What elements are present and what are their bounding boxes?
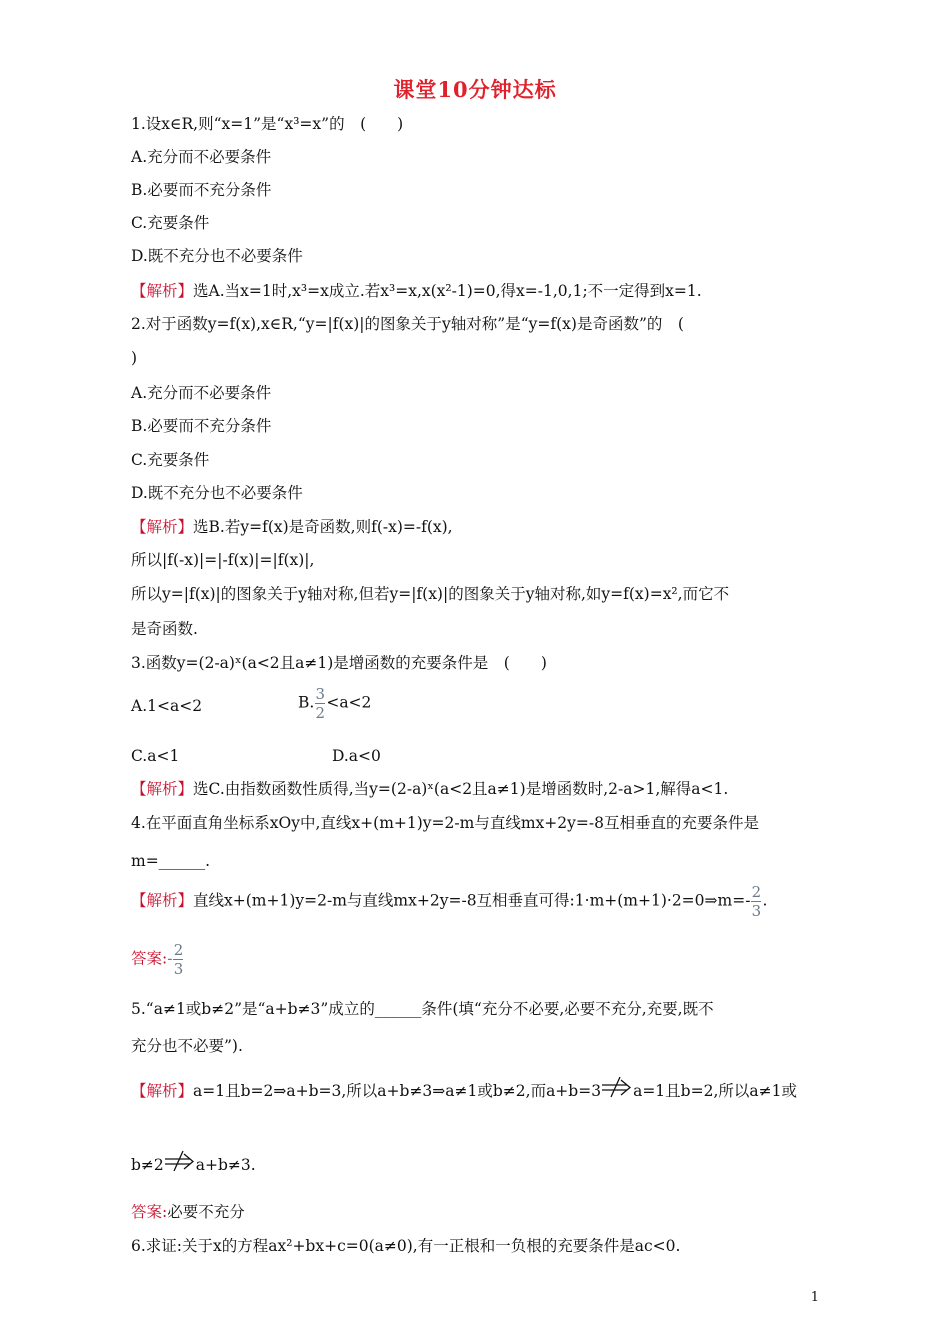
q3-stem: 3.函数y=(2-a)ˣ(a<2且a≠1)是增函数的充要条件是 ( ) bbox=[131, 654, 547, 672]
solution-tag: 【解析】 bbox=[131, 518, 194, 536]
q1-option-c: C.充要条件 bbox=[131, 214, 210, 232]
q1-option-b: B.必要而不充分条件 bbox=[131, 181, 272, 199]
q4-stem-line2: m=______. bbox=[131, 852, 211, 870]
fraction: $\frac{3}{2}$ bbox=[315, 685, 326, 722]
q5-stem-line2: 充分也不必要”). bbox=[131, 1037, 243, 1055]
q5-solution-line2: b≠2 a+b≠3. bbox=[131, 1155, 256, 1176]
solution-tag: 【解析】 bbox=[131, 282, 194, 300]
q2-stem-line2: ) bbox=[131, 349, 138, 367]
q3-option-c: C.a<1 bbox=[131, 747, 180, 765]
q5-solution-line1: 【解析】a=1且b=2⇒a+b=3,所以a+b≠3⇒a≠1或b≠2,而a+b=3 a=1且b=2,所以a≠1或 bbox=[131, 1081, 797, 1102]
q5-stem-line1: 5.“a≠1或b≠2”是“a+b≠3”成立的______条件(填“充分不必要,必要不充分,充要,既不 bbox=[131, 1000, 714, 1018]
solution-tag: 【解析】 bbox=[131, 891, 194, 910]
q1-stem: 1.设x∈R,则“x=1”是“x³=x”的 ( ) bbox=[131, 115, 404, 133]
answer-label: 答案: bbox=[131, 949, 168, 968]
fraction: $\frac{2}{3}$ bbox=[173, 941, 184, 978]
q2-option-b: B.必要而不充分条件 bbox=[131, 417, 272, 435]
q2-stem-line1: 2.对于函数y=f(x),x∈R,“y=|f(x)|的图象关于y轴对称”是“y=f(x)是奇函数”的 ( bbox=[131, 315, 684, 333]
q4-solution: 【解析】直线x+(m+1)y=2-m与直线mx+2y=-8互相垂直可得:1·m+(m+1)·2=0⇒m=- $\frac{2}{3}$ . bbox=[131, 883, 768, 920]
not-implies-arrow-icon bbox=[601, 1082, 633, 1102]
solution-text: 直线x+(m+1)y=2-m与直线mx+2y=-8互相垂直可得:1·m+(m+1)·2=0⇒m=- bbox=[193, 891, 751, 910]
q3-option-b: B. $\frac{3}{2}$ <a<2 bbox=[298, 685, 372, 722]
solution-tag: 【解析】 bbox=[131, 1082, 194, 1100]
q2-solution-line4: 是奇函数. bbox=[131, 620, 198, 638]
q2-solution-line3: 所以y=|f(x)|的图象关于y轴对称,但若y=|f(x)|的图象关于y轴对称,如y=f(x)=x²,而它不 bbox=[131, 585, 730, 603]
solution-text: 选A.当x=1时,x³=x成立.若x³=x,x(x²-1)=0,得x=-1,0,1;不一定得到x=1. bbox=[193, 282, 702, 300]
q3-solution bbox=[131, 779, 728, 799]
page-title: 课堂10分钟达标 bbox=[393, 77, 557, 102]
q1-option-a: A.充分而不必要条件 bbox=[131, 148, 272, 166]
q2-solution-line1 bbox=[131, 517, 453, 537]
q2-option-d: D.既不充分也不必要条件 bbox=[131, 484, 303, 502]
q3-option-a: A.1<a<2 bbox=[131, 697, 203, 715]
q2-solution-line2: 所以|f(-x)|=|-f(x)|=|f(x)|, bbox=[131, 551, 315, 569]
q5-answer bbox=[131, 1202, 245, 1222]
answer-text: 必要不充分 bbox=[167, 1203, 245, 1221]
solution-text: 选C.由指数函数性质得,当y=(2-a)ˣ(a<2且a≠1)是增函数时,2-a>1,解得a<1. bbox=[193, 780, 729, 798]
q4-stem-line1: 4.在平面直角坐标系xOy中,直线x+(m+1)y=2-m与直线mx+2y=-8互相垂直的充要条件是 bbox=[131, 814, 759, 832]
q1-option-d: D.既不充分也不必要条件 bbox=[131, 247, 303, 265]
solution-tag: 【解析】 bbox=[131, 780, 194, 798]
q2-option-a: A.充分而不必要条件 bbox=[131, 384, 272, 402]
answer-label: 答案: bbox=[131, 1203, 168, 1221]
q3-option-d: D.a<0 bbox=[332, 747, 381, 765]
q6-stem: 6.求证:关于x的方程ax²+bx+c=0(a≠0),有一正根和一负根的充要条件是ac<0. bbox=[131, 1237, 681, 1255]
q1-solution bbox=[131, 281, 702, 301]
q4-answer: 答案:- $\frac{2}{3}$ bbox=[131, 941, 184, 978]
fraction: $\frac{2}{3}$ bbox=[751, 883, 762, 920]
not-implies-arrow-icon bbox=[164, 1156, 196, 1176]
q2-option-c: C.充要条件 bbox=[131, 451, 210, 469]
page-number: 1 bbox=[810, 1290, 819, 1305]
solution-text: 选B.若y=f(x)是奇函数,则f(-x)=-f(x), bbox=[193, 518, 453, 536]
